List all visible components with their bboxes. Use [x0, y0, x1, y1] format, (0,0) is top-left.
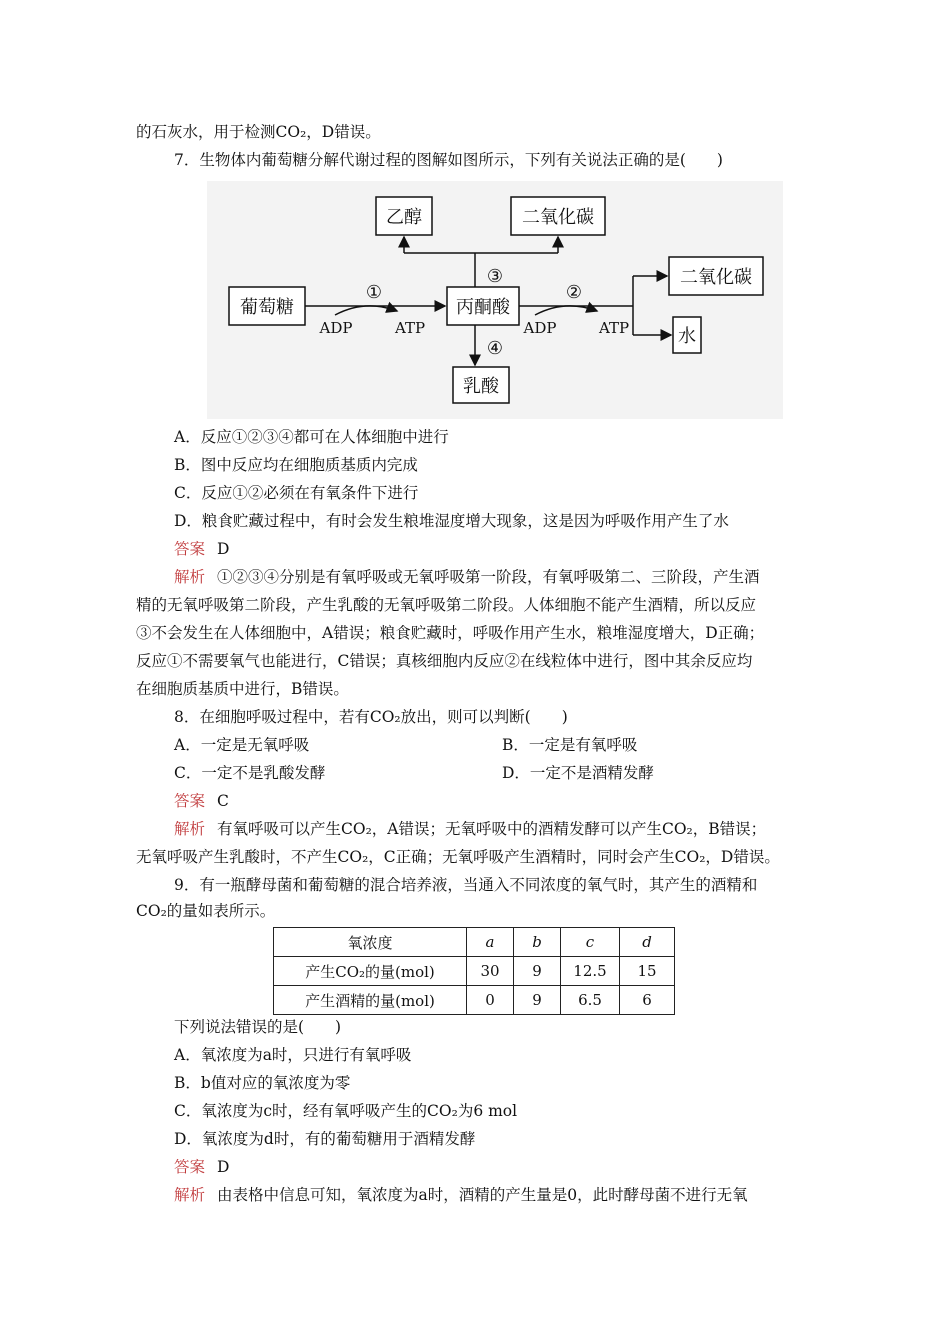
q9-option-c: C．氧浓度为c时，经有氧呼吸产生的CO₂为6 mol [174, 1102, 518, 1120]
step1-label: ① [365, 282, 383, 303]
table-cell: 12.5 [561, 957, 620, 986]
q7-stem: 7．生物体内葡萄糖分解代谢过程的图解如图所示，下列有关说法正确的是( ) [174, 151, 723, 169]
q9-option-a: A．氧浓度为a时，只进行有氧呼吸 [174, 1046, 412, 1064]
oxygen-table [273, 927, 675, 1015]
table-header-cell: b [514, 928, 561, 957]
q8-option-c: C．一定不是乳酸发酵 [174, 764, 326, 782]
q8-stem: 8．在细胞呼吸过程中，若有CO₂放出，则可以判断( ) [174, 708, 568, 726]
co2-right-label: 二氧化碳 [680, 267, 752, 288]
q9-stem-1: 9．有一瓶酵母菌和葡萄糖的混合培养液，当通入不同浓度的氧气时，其产生的酒精和 [174, 876, 758, 894]
q7-option-c: C．反应①②必须在有氧条件下进行 [174, 484, 419, 502]
analysis-text: 由表格中信息可知，氧浓度为a时，酒精的产生量是0，此时酵母菌不进行无氧 [217, 1186, 748, 1204]
q7-analysis-3: ③不会发生在人体细胞中，A错误；粮食贮藏时，呼吸作用产生水，粮堆湿度增大，D正确； [136, 624, 765, 642]
adp-atp-curve-1 [335, 306, 397, 315]
step2-label: ② [565, 282, 583, 303]
lactic-label: 乳酸 [463, 376, 499, 397]
q7-option-b: B．图中反应均在细胞质基质内完成 [174, 456, 418, 474]
answer-label: 答案 [174, 1158, 206, 1176]
analysis-text: 有氧呼吸可以产生CO₂，A错误；无氧呼吸中的酒精发酵可以产生CO₂，B错误； [217, 820, 767, 838]
adp1-label: ADP [319, 319, 353, 337]
co2-top-label: 二氧化碳 [522, 207, 594, 228]
atp1-label: ATP [394, 319, 426, 337]
table-row [274, 986, 675, 1015]
q9-analysis-1 [174, 1185, 854, 1205]
pyruvate-label: 丙酮酸 [456, 297, 510, 318]
q7-analysis-5: 在细胞质基质中进行，B错误。 [136, 680, 349, 698]
adp-atp-curve-2 [535, 306, 597, 315]
table-cell: 产生CO₂的量(mol) [274, 957, 467, 986]
q8-answer [174, 791, 854, 811]
table-cell: 6 [620, 986, 675, 1015]
q9-option-b: B．b值对应的氧浓度为零 [174, 1074, 351, 1092]
table-row [274, 928, 675, 957]
table-row [274, 957, 675, 986]
table-cell: 6.5 [561, 986, 620, 1015]
answer-value: D [217, 1158, 230, 1176]
water-label: 水 [678, 326, 696, 347]
table-cell: 15 [620, 957, 675, 986]
q7-analysis-4: 反应①不需要氧气也能进行，C错误；真核细胞内反应②在线粒体中进行，图中其余反应均 [136, 652, 753, 670]
q7-option-a: A．反应①②③④都可在人体细胞中进行 [174, 428, 449, 446]
q8-option-a: A．一定是无氧呼吸 [174, 736, 310, 754]
q7-answer [174, 539, 854, 559]
table-cell: 9 [514, 986, 561, 1015]
q9-answer [174, 1157, 854, 1177]
table-header-cell: a [467, 928, 514, 957]
step4-label: ④ [486, 338, 504, 359]
q8-analysis-2: 无氧呼吸产生乳酸时，不产生CO₂，C正确；无氧呼吸产生酒精时，同时会产生CO₂，D错误。 [136, 848, 780, 866]
metabolism-diagram-svg [207, 181, 783, 419]
analysis-text: ①②③④分别是有氧呼吸或无氧呼吸第一阶段，有氧呼吸第二、三阶段，产生酒 [217, 568, 760, 586]
table-cell: 产生酒精的量(mol) [274, 986, 467, 1015]
table-cell: 9 [514, 957, 561, 986]
atp2-label: ATP [598, 319, 630, 337]
ethanol-label: 乙醇 [386, 207, 422, 228]
adp2-label: ADP [523, 319, 557, 337]
analysis-label: 解析 [174, 568, 206, 586]
table-header-cell: c [561, 928, 620, 957]
table-cell: 30 [467, 957, 514, 986]
answer-label: 答案 [174, 540, 206, 558]
answer-value: C [217, 792, 229, 810]
table-header-cell: d [620, 928, 675, 957]
q8-analysis-1 [174, 819, 854, 839]
answer-label: 答案 [174, 792, 206, 810]
q9-stem-2: CO₂的量如表所示。 [136, 902, 276, 920]
step3-label: ③ [486, 266, 504, 287]
glucose-label: 葡萄糖 [240, 297, 294, 318]
q8-option-b: B．一定是有氧呼吸 [502, 736, 638, 754]
q7-diagram [207, 181, 783, 419]
q7-analysis-1 [174, 567, 854, 587]
q9-option-d: D．氧浓度为d时，有的葡萄糖用于酒精发酵 [174, 1130, 476, 1148]
q7-option-d: D．粮食贮藏过程中，有时会发生粮堆湿度增大现象，这是因为呼吸作用产生了水 [174, 512, 729, 530]
table-cell: 0 [467, 986, 514, 1015]
table-header-cell: 氧浓度 [274, 928, 467, 957]
analysis-label: 解析 [174, 1186, 206, 1204]
answer-value: D [217, 540, 230, 558]
q7-analysis-2: 精的无氧呼吸第二阶段，产生乳酸的无氧呼吸第二阶段。人体细胞不能产生酒精，所以反应 [136, 596, 757, 614]
q9-question: 下列说法错误的是( ) [174, 1018, 342, 1036]
q8-option-d: D．一定不是酒精发酵 [502, 764, 654, 782]
analysis-label: 解析 [174, 820, 206, 838]
intro-line: 的石灰水，用于检测CO₂，D错误。 [136, 123, 381, 141]
